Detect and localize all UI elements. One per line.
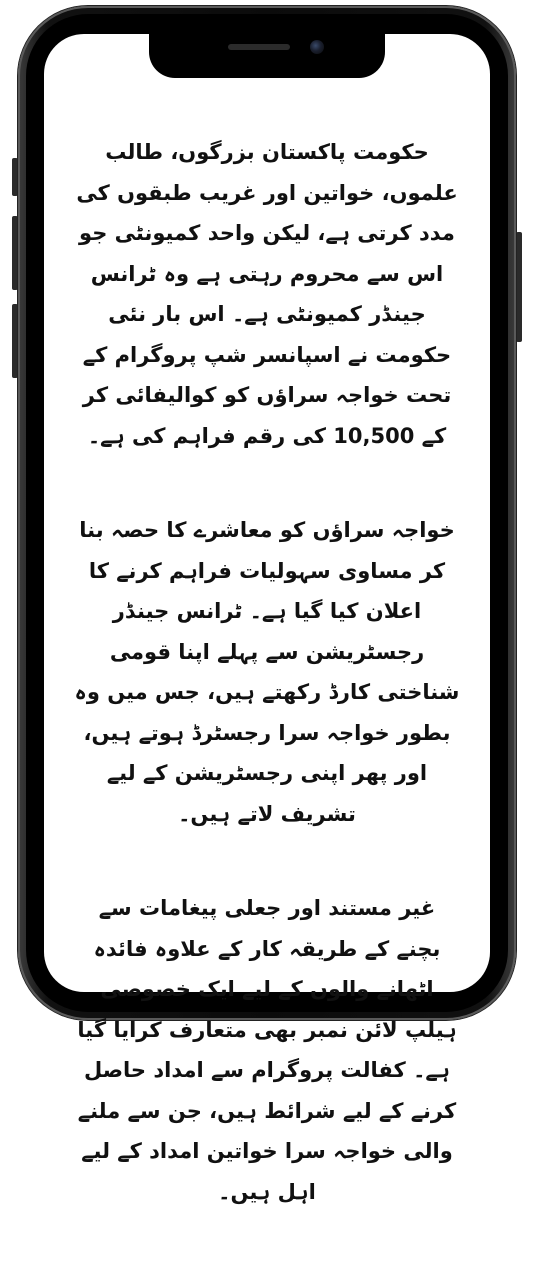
- article-paragraph-3: غیر مستند اور جعلی پیغامات سے بچنے کے طریقہ کار کے علاوہ فائدہ اٹھانے والوں کے لیے ایک خصوصی ہیلپ لائن نمبر بھی متعارف کرایا گیا ہے۔ کفالت پروگرام سے امداد حاصل کرنے کے لیے شرائط ہیں، جن سے ملنے والی خواجہ سرا خواتین امداد کے لیے اہل ہیں۔: [77, 896, 457, 1204]
- front-camera-icon: [310, 40, 324, 54]
- article-paragraph-2: خواجہ سراؤں کو معاشرے کا حصہ بنا کر مساوی سہولیات فراہم کرنے کا اعلان کیا گیا ہے۔ ٹرانس جینڈر رجسٹریشن سے پہلے اپنا قومی شناختی کارڈ رکھتے ہیں، جس میں وہ بطور خواجہ سرا رجسٹرڈ ہوتے ہیں، اور پھر اپنی رجسٹریشن کے لیے تشریف لاتے ہیں۔: [74, 518, 460, 826]
- phone-frame: [18, 6, 516, 1204]
- phone-screen[interactable]: [44, 34, 490, 1204]
- power-button: [516, 232, 522, 342]
- article-body: [74, 132, 460, 1266]
- earpiece-speaker: [228, 44, 290, 50]
- article-paragraph-1: حکومت پاکستان بزرگوں، طالب علموں، خواتین اور غریب طبقوں کی مدد کرتی ہے، لیکن واحد کمیونٹی جو اس سے محروم رہتی ہے وہ ٹرانس جینڈر کمیونٹی ہے۔ اس بار نئی حکومت نے اسپانسر شپ پروگرام کے تحت خواجہ سراؤں کو کوالیفائی کر کے 10,500 کی رقم فراہم کی ہے۔: [76, 140, 458, 448]
- notch: [149, 34, 385, 78]
